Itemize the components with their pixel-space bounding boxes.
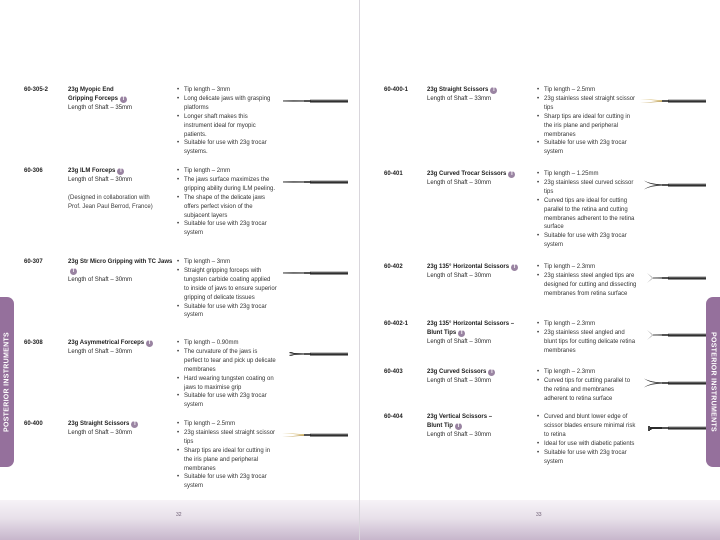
instrument-image	[638, 376, 706, 390]
page-number: 33	[536, 512, 542, 518]
product-info	[427, 170, 532, 188]
feature-list	[177, 339, 277, 410]
feature-list	[537, 368, 637, 404]
product-info	[427, 368, 532, 386]
product-info	[427, 263, 532, 281]
catalog-entry	[0, 86, 360, 176]
product-info	[427, 86, 532, 104]
product-name: 23g ILM Forceps T	[68, 168, 123, 174]
trocar-badge-icon: T	[513, 264, 517, 270]
feature-item: • Tip length – 2.5mm	[177, 420, 277, 429]
catalog-entry	[360, 170, 720, 260]
feature-item: • 23g stainless steel angled tips are designed for cutting and dissecting membranes from retina surface	[537, 272, 637, 299]
product-info	[427, 320, 532, 347]
shaft-length: Length of Shaft – 30mm	[427, 272, 492, 279]
trocar-badge-icon: T	[460, 329, 464, 336]
product-name: 23g Vertical Scissors –	[427, 414, 493, 420]
product-name: 23g Curved Trocar Scissors T	[427, 171, 514, 177]
section-tab-label: POSTERIOR INSTRUMENTS	[3, 331, 11, 433]
catalog-entry	[0, 167, 360, 257]
product-name: Gripping Forceps T	[68, 95, 126, 102]
instrument-image	[280, 428, 348, 442]
page-fold-divider	[359, 0, 360, 540]
feature-item: • Hard wearing tungsten coating on jaws to maximise grip	[177, 375, 277, 393]
product-name: 23g Myopic End	[68, 87, 114, 93]
instrument-tip-image	[280, 266, 348, 280]
trocar-badge-icon: T	[490, 369, 494, 375]
shaft-length: Length of Shaft – 30mm	[68, 276, 133, 283]
feature-item: • 23g stainless steel straight scissor tips	[537, 95, 637, 113]
trocar-badge-icon: T	[510, 171, 514, 177]
product-code: 60-400	[24, 421, 43, 427]
feature-item: • The shape of the delicate jaws offers perfect vision of the subjacent layers	[177, 194, 277, 221]
shaft-length: Length of Shaft – 35mm	[68, 104, 133, 111]
section-tab-label: POSTERIOR INSTRUMENTS	[709, 331, 717, 433]
feature-item: • Tip length – 1.25mm	[537, 170, 637, 179]
product-info	[68, 258, 173, 285]
feature-list	[177, 420, 277, 491]
product-code: 60-305-2	[24, 87, 49, 93]
feature-item: • Suitable for use with 23g trocar system	[177, 473, 277, 491]
product-code: 60-403	[384, 369, 403, 375]
catalog-entry	[360, 413, 720, 503]
instrument-tip-image	[280, 94, 348, 108]
product-name: 23g Straight Scissors T	[427, 87, 496, 93]
instrument-tip-image	[638, 94, 706, 108]
feature-item: • Tip length – 2.3mm	[537, 320, 637, 329]
product-code: 60-404	[384, 414, 403, 420]
instrument-tip-image	[638, 328, 706, 342]
product-code: 60-402-1	[384, 321, 409, 327]
trocar-badge-icon: T	[456, 422, 460, 429]
feature-item: • Tip length – 2.3mm	[537, 368, 637, 377]
shaft-length: Length of Shaft – 30mm	[427, 431, 492, 438]
feature-item: • Suitable for use with 23g trocar system	[177, 303, 277, 321]
feature-list	[177, 86, 277, 157]
product-code: 60-308	[24, 340, 43, 346]
product-code: 60-306	[24, 168, 43, 174]
catalog-entry	[360, 86, 720, 176]
feature-list	[537, 263, 637, 299]
feature-item: • Sharp tips are ideal for cutting in the iris plane and peripheral membranes	[177, 447, 277, 474]
trocar-badge-icon: T	[492, 87, 496, 93]
feature-item: • 23g stainless steel angled and blunt tips for cutting delicate retina membranes	[537, 329, 637, 356]
feature-item: • Suitable for use with 23g trocar system	[537, 139, 637, 157]
feature-item: • 23g stainless steel curved scissor tips	[537, 179, 637, 197]
instrument-tip-image	[280, 175, 348, 189]
product-name: 23g Curved Scissors T	[427, 369, 494, 375]
trocar-badge-icon: T	[119, 168, 123, 174]
shaft-length: Length of Shaft – 30mm	[427, 377, 492, 384]
instrument-image	[280, 94, 348, 108]
product-code: 60-402	[384, 264, 403, 270]
feature-item: • Tip length – 2.3mm	[537, 263, 637, 272]
feature-item: • Curved tips are ideal for cutting parallel to the retina and cutting membranes adherent to the retina surface	[537, 197, 637, 233]
feature-item: • The jaws surface maximizes the gripping ability during ILM peeling.	[177, 176, 277, 194]
instrument-tip-image	[638, 421, 706, 435]
instrument-image	[280, 347, 348, 361]
product-info	[68, 339, 173, 357]
instrument-tip-image	[280, 347, 348, 361]
feature-list	[537, 320, 637, 356]
feature-item: • Curved tips for cutting parallel to the retina and membranes adherent to retina surface	[537, 377, 637, 404]
catalog-entry	[0, 339, 360, 429]
product-info	[68, 86, 173, 113]
instrument-tip-image	[280, 428, 348, 442]
catalog-entry	[0, 258, 360, 348]
feature-item: • Suitable for use with 23g trocar system	[177, 392, 277, 410]
shaft-length: Length of Shaft – 30mm	[427, 179, 492, 186]
catalog-entry	[0, 420, 360, 510]
page-number: 32	[176, 512, 182, 518]
feature-list	[537, 170, 637, 250]
feature-item: • Suitable for use with 23g trocar system	[177, 220, 277, 238]
instrument-image	[638, 94, 706, 108]
feature-list	[537, 413, 637, 466]
product-name: Blunt Tip T	[427, 422, 460, 429]
shaft-length: Length of Shaft – 30mm	[68, 348, 133, 355]
product-name: 23g Str Micro Gripping with TC JawsT	[68, 259, 173, 274]
feature-item: • Suitable for use with 23g trocar systems.	[177, 139, 277, 157]
instrument-image	[638, 421, 706, 435]
feature-item: • Curved and blunt lower edge of scissor blades ensure minimal risk to retina	[537, 413, 637, 440]
feature-item: • Tip length – 2.5mm	[537, 86, 637, 95]
feature-item: • Sharp tips are ideal for cutting in the iris plane and peripheral membranes	[537, 113, 637, 140]
feature-item: • The curvature of the jaws is perfect to tear and pick up delicate membranes	[177, 348, 277, 375]
feature-item: • Tip length – 0.90mm	[177, 339, 277, 348]
feature-item: • Tip length – 3mm	[177, 86, 277, 95]
instrument-tip-image	[638, 178, 706, 192]
instrument-image	[280, 175, 348, 189]
feature-item: • Longer shaft makes this instrument ideal for myopic patients.	[177, 113, 277, 140]
shaft-length: Length of Shaft – 30mm	[427, 338, 492, 345]
feature-item: • Tip length – 2mm	[177, 167, 277, 176]
trocar-badge-icon: T	[121, 95, 126, 102]
feature-list	[177, 258, 277, 320]
feature-item: • Straight gripping forceps with tungsten carbide coating applied to inside of jaws to ensure superior gripping of delicate tissues	[177, 267, 277, 303]
instrument-tip-image	[638, 376, 706, 390]
right-page	[360, 0, 720, 540]
product-name: Blunt Tips T	[427, 329, 464, 336]
feature-item: • 23g stainless steel straight scissor tips	[177, 429, 277, 447]
product-name: 23g Straight Scissors T	[68, 421, 137, 427]
page-footer	[360, 500, 720, 540]
instrument-image	[638, 271, 706, 285]
design-note: (Designed in collaboration with Prof. Jean Paul Berrod, France)	[68, 194, 153, 210]
shaft-length: Length of Shaft – 30mm	[68, 176, 133, 183]
feature-list	[537, 86, 637, 157]
instrument-image	[638, 178, 706, 192]
product-name: 23g Asymmetrical Forceps T	[68, 340, 152, 346]
product-name: 23g 135° Horizontal Scissors T	[427, 264, 517, 270]
product-code: 60-401	[384, 171, 403, 177]
instrument-tip-image	[638, 271, 706, 285]
shaft-length: Length of Shaft – 30mm	[68, 429, 133, 436]
product-info	[68, 420, 173, 438]
product-code: 60-307	[24, 259, 43, 265]
instrument-image	[280, 266, 348, 280]
trocar-badge-icon: T	[133, 421, 137, 427]
feature-item: • Tip length – 3mm	[177, 258, 277, 267]
trocar-badge-icon: T	[71, 267, 76, 274]
feature-list	[177, 167, 277, 238]
trocar-badge-icon: T	[148, 340, 152, 346]
instrument-image	[638, 328, 706, 342]
feature-item: • Suitable for use with 23g trocar system	[537, 232, 637, 250]
shaft-length: Length of Shaft – 33mm	[427, 95, 492, 102]
product-code: 60-400-1	[384, 87, 409, 93]
product-info	[68, 167, 173, 212]
feature-item: • Long delicate jaws with grasping platforms	[177, 95, 277, 113]
product-info	[427, 413, 532, 440]
feature-item: • Ideal for use with diabetic patients	[537, 440, 637, 449]
product-name: 23g 135° Horizontal Scissors –	[427, 321, 515, 327]
feature-item: • Suitable for use with 23g trocar system	[537, 449, 637, 467]
